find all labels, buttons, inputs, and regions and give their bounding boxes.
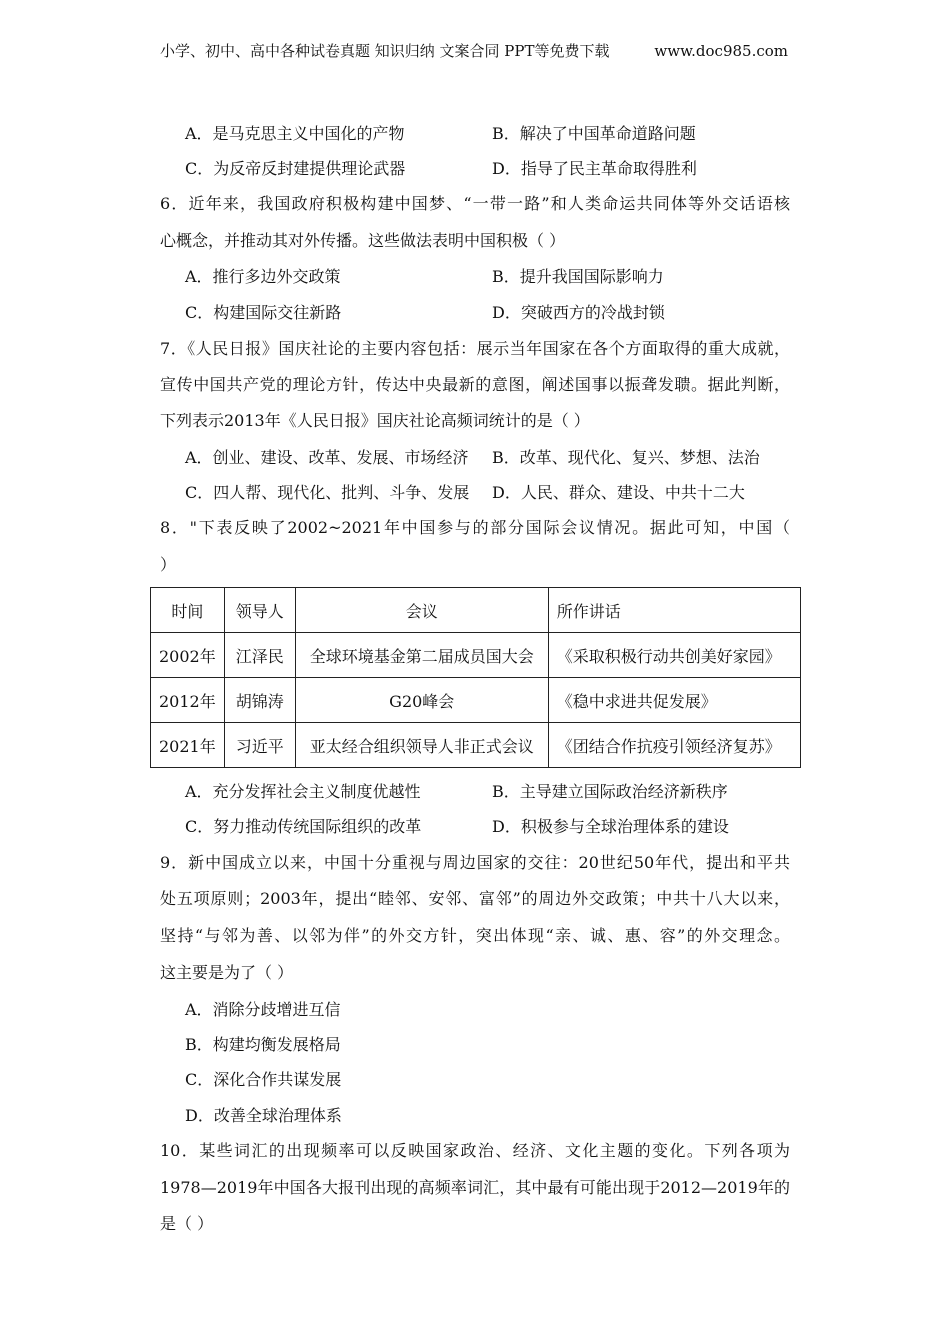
table-header: 时间 [151,588,225,633]
q9-stem: 坚持“与邻为善、以邻为伴”的外交方针，突出体现“亲、诚、惠、容”的外交理念。 [160,926,790,945]
table-cell: 2021年 [151,723,225,768]
q9-stem: 处五项原则；2003年，提出“睦邻、安邻、富邻”的周边外交政策；中共十八大以来， [160,889,790,908]
q10-stem: 1978—2019年中国各大报刊出现的高频率词汇，其中最有可能出现于2012—2019年的 [160,1178,790,1197]
table-row [151,723,801,768]
q8-option-d: D．积极参与全球治理体系的建设 [492,817,729,836]
header-text: 小学、初中、高中各种试卷真题 知识归纳 文案合同 PPT等免费下载 [160,42,610,60]
page-header [160,41,788,61]
table-cell: 2012年 [151,678,225,723]
q6-option-b: B．提升我国国际影响力 [492,267,664,286]
table-row [151,678,801,723]
q9-stem: 9．新中国成立以来，中国十分重视与周边国家的交往：20世纪50年代，提出和平共 [160,853,790,872]
q7-stem: 7．《人民日报》国庆社论的主要内容包括：展示当年国家在各个方面取得的重大成就， [160,339,790,358]
table-cell: 全球环境基金第二届成员国大会 [295,633,548,678]
table-cell: 亚太经合组织领导人非正式会议 [295,723,548,768]
q8-stem: ） [160,555,177,574]
q5-option-c: C．为反帝反封建提供理论武器 [185,159,406,178]
table-header: 会议 [295,588,548,633]
q7-option-a: A．创业、建设、改革、发展、市场经济 [185,448,469,467]
table-header: 领导人 [224,588,295,633]
q7-stem: 宣传中国共产党的理论方针，传达中央最新的意图，阐述国事以振聋发聩。据此判断， [160,375,790,394]
q7-option-d: D．人民、群众、建设、中共十二大 [492,483,745,502]
q8-option-a: A．充分发挥社会主义制度优越性 [185,782,421,801]
table-cell: 《稳中求进共促发展》 [548,678,800,723]
table-header: 所作讲话 [548,588,800,633]
q8-stem: 8．"下表反映了2002~2021年中国参与的部分国际会议情况。据此可知，中国（ [160,518,790,537]
q5-option-a: A．是马克思主义中国化的产物 [185,124,405,143]
table-cell: 胡锦涛 [224,678,295,723]
table-cell: 《团结合作抗疫引领经济复苏》 [548,723,800,768]
q6-option-a: A．推行多边外交政策 [185,267,341,286]
table-cell: 江泽民 [224,633,295,678]
q7-option-b: B．改革、现代化、复兴、梦想、法治 [492,448,760,467]
q10-stem: 是（ ） [160,1214,214,1233]
q8-option-b: B．主导建立国际政治经济新秩序 [492,782,728,801]
q7-option-c: C．四人帮、现代化、批判、斗争、发展 [185,483,470,502]
q9-option-d: D．改善全球治理体系 [185,1106,342,1125]
table-cell: 2002年 [151,633,225,678]
q7-stem: 下列表示2013年《人民日报》国庆社论高频词统计的是（ ） [160,411,590,430]
table-header-row [151,588,801,633]
q6-option-d: D．突破西方的冷战封锁 [492,303,665,322]
q6-stem: 心概念，并推动其对外传播。这些做法表明中国积极（ ） [160,231,566,250]
q8-table [150,587,801,768]
q9-option-c: C．深化合作共谋发展 [185,1070,342,1089]
q9-option-a: A．消除分歧增进互信 [185,1000,341,1019]
q9-option-b: B．构建均衡发展格局 [185,1035,341,1054]
q5-option-b: B．解决了中国革命道路问题 [492,124,696,143]
table-cell: G20峰会 [295,678,548,723]
table-cell: 习近平 [224,723,295,768]
header-url: www.doc985.com [654,42,788,60]
q6-stem: 6．近年来，我国政府积极构建中国梦、“一带一路”和人类命运共同体等外交话语核 [160,194,790,213]
table-cell: 《采取积极行动共创美好家园》 [548,633,800,678]
q8-option-c: C．努力推动传统国际组织的改革 [185,817,422,836]
q10-stem: 10．某些词汇的出现频率可以反映国家政治、经济、文化主题的变化。下列各项为 [160,1141,790,1160]
table-row [151,633,801,678]
q5-option-d: D．指导了民主革命取得胜利 [492,159,697,178]
q9-stem: 这主要是为了（ ） [160,963,294,982]
q6-option-c: C．构建国际交往新路 [185,303,342,322]
